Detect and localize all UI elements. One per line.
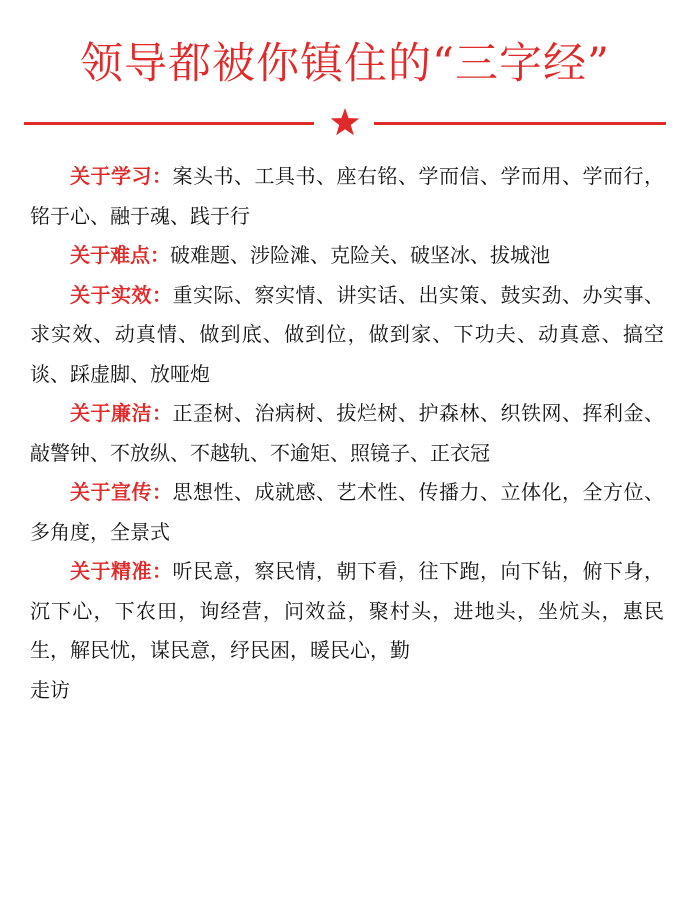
section-text: 重实际、察实情、讲实话、出实策、鼓实劲、办实事、求实效、动真情、做到底、做到位，做到家、下功夫、动真意、搞空谈、踩虚脚、放哑炮	[30, 282, 664, 386]
section-label: 关于精准：	[70, 559, 173, 583]
star-icon	[329, 106, 361, 138]
section-text: 破难题、涉险滩、克险关、破坚冰、拔城池	[170, 243, 550, 267]
section-label: 关于廉洁：	[70, 401, 173, 425]
section-text: 正歪树、治病树、拔烂树、护森林、织铁网、挥利金、敲警钟、不放纵、不越轨、不逾矩、照镜子、正衣冠	[30, 401, 664, 465]
section-text: 思想性、成就感、艺术性、传播力、立体化，全方位、多角度，全景式	[30, 480, 664, 544]
section-precision	[30, 552, 664, 671]
divider-line-left	[24, 122, 314, 125]
page-title: 领导都被你镇住的“三字经”	[80, 39, 610, 89]
section-label: 关于宣传：	[70, 480, 173, 504]
section-label: 关于实效：	[70, 282, 173, 307]
section-label: 关于学习：	[70, 164, 173, 188]
divider-line-right	[374, 122, 666, 125]
truncated-line: 走访	[30, 677, 70, 702]
section-effectiveness	[30, 276, 664, 395]
section-publicity	[30, 473, 664, 552]
title-divider	[24, 109, 666, 139]
section-integrity	[30, 394, 664, 473]
content-body	[30, 157, 664, 705]
section-text: 听民意，察民情，朝下看，往下跑，向下钻，俯下身，沉下心，下农田，询经营，问效益，聚村头，进地头，坐炕头，惠民生，解民忧，谋民意，纾民困，暖民心，勤	[30, 559, 664, 662]
section-text: 案头书、工具书、座右铭、学而信、学而用、学而行，铭于心、融于魂、践于行	[30, 164, 664, 228]
section-label: 关于难点：	[70, 243, 170, 267]
section-study	[30, 157, 664, 236]
section-difficulty	[30, 236, 664, 276]
